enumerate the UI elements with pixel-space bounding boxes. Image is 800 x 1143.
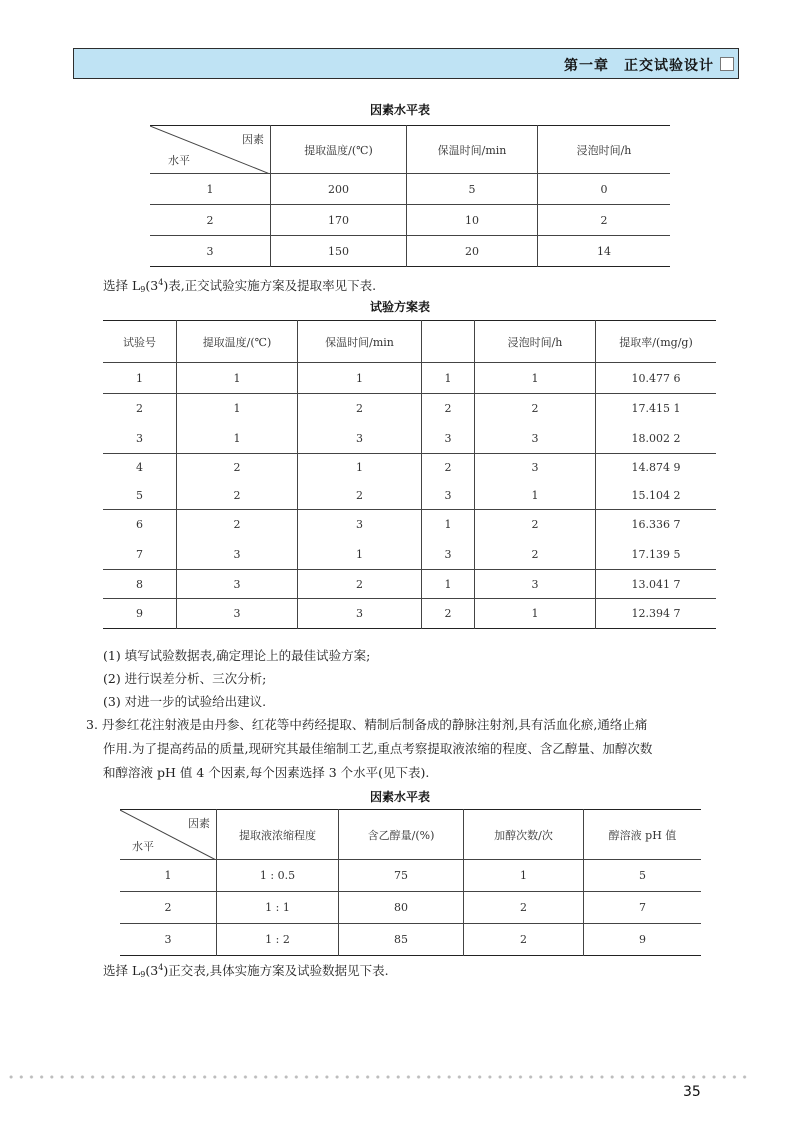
- table-cell: 2: [464, 924, 584, 956]
- table-cell: 6: [103, 510, 177, 540]
- table3-corner-factor: 因素: [188, 817, 210, 830]
- question-1: (1) 填写试验数据表,确定理论上的最佳试验方案;: [103, 648, 371, 663]
- table-cell: 1: [177, 363, 298, 394]
- table-cell: 1: [298, 454, 422, 482]
- table2-header-cell: 浸泡时间/h: [475, 321, 596, 363]
- table-cell: 9: [103, 599, 177, 629]
- table3-corner-level: 水平: [132, 840, 154, 853]
- table-cell: 8: [103, 570, 177, 599]
- table-row: [120, 860, 701, 892]
- table-cell: 1: [177, 394, 298, 424]
- table-cell: 2: [475, 394, 596, 424]
- chapter-header-band: [73, 48, 739, 79]
- table-cell: 5: [103, 482, 177, 510]
- table-cell: 1: [422, 570, 475, 599]
- table1-corner-factor: 因素: [242, 133, 264, 146]
- table-cell: 12.394 7: [631, 607, 681, 620]
- table-cell: 1: [150, 174, 271, 205]
- table-cell: 1: [298, 363, 422, 394]
- table3-header-cell: 提取液浓缩程度: [217, 810, 339, 860]
- table-cell: 2: [422, 599, 475, 629]
- table1-header-cell: 保温时间/min: [407, 126, 538, 174]
- table-cell: 20: [407, 236, 538, 267]
- table-cell: 1 : 1: [217, 892, 339, 924]
- table-cell: 4: [103, 454, 177, 482]
- table-cell: 16.336 7: [631, 518, 681, 532]
- table-row: [103, 510, 716, 540]
- table-row: [103, 363, 716, 394]
- table-row: [103, 394, 716, 424]
- table-cell: 2: [177, 454, 298, 482]
- table1-caption: 因素水平表: [369, 103, 430, 117]
- table-cell: 1: [120, 860, 217, 892]
- table-row: [103, 454, 716, 482]
- table-cell: 15.104 2: [631, 488, 681, 502]
- table1-header-cell: 提取温度/(℃): [271, 126, 407, 174]
- page-number: 35: [683, 1084, 701, 1100]
- table2-header-cell: 保温时间/min: [298, 321, 422, 363]
- table-cell: 1 : 0.5: [217, 860, 339, 892]
- table-cell: 17.139 5: [631, 547, 681, 561]
- table-cell: 2: [177, 510, 298, 540]
- table2-header-cell: 提取率/(mg/g): [619, 335, 693, 349]
- table-cell: 3: [298, 510, 422, 540]
- table-cell: 18.002 2: [631, 431, 681, 445]
- footer-dotted-rule: [6, 1075, 750, 1079]
- table-cell: 1: [475, 482, 596, 510]
- table-cell: 1: [298, 540, 422, 570]
- table-cell: 2: [103, 394, 177, 424]
- table-cell: 2: [298, 482, 422, 510]
- header-square-mark: [720, 57, 734, 71]
- table-cell: 5: [639, 869, 646, 882]
- table-cell: 5: [407, 174, 538, 205]
- table-row: [103, 482, 716, 510]
- table-cell: 200: [271, 174, 407, 205]
- table-cell: 3: [422, 482, 475, 510]
- table2-header-cell: [422, 321, 475, 363]
- table2-caption: 试验方案表: [369, 300, 430, 314]
- table-cell: 3: [298, 424, 422, 454]
- table-cell: 3: [422, 424, 475, 454]
- table-row: [103, 540, 716, 570]
- table-cell: 1: [464, 860, 584, 892]
- table-selection-note-2: 选择 $L_9(3^4)$正交表,具体实施方案及试验数据见下表.: [103, 963, 389, 979]
- table-row: [150, 205, 670, 236]
- table-row: [103, 424, 716, 454]
- table-cell: 170: [271, 205, 407, 236]
- table-cell: 3: [475, 454, 596, 482]
- table3-header-cell: 醇溶液 pH 值: [608, 828, 677, 842]
- table-cell: 75: [339, 860, 464, 892]
- experiment-plan-table: [103, 320, 716, 629]
- table-cell: 3: [150, 236, 271, 267]
- table-cell: 14: [597, 244, 611, 258]
- table-cell: 0: [600, 182, 608, 196]
- question-2: (2) 进行误差分析、三次分析;: [103, 671, 267, 686]
- chapter-title: 第一章 正交试验设计: [564, 58, 714, 74]
- table-cell: 1: [177, 424, 298, 454]
- table1-corner-level: 水平: [168, 154, 190, 167]
- table-row: [120, 924, 701, 956]
- table-cell: 2: [475, 510, 596, 540]
- table-cell: 3: [177, 570, 298, 599]
- table-cell: 3: [177, 599, 298, 629]
- table-cell: 9: [639, 933, 646, 946]
- factor-level-table-2: [120, 809, 701, 956]
- table-cell: 2: [120, 892, 217, 924]
- table3-header-cell: 加醇次数/次: [464, 810, 584, 860]
- table-cell: 80: [339, 892, 464, 924]
- table-cell: 10: [407, 205, 538, 236]
- table-cell: 2: [298, 570, 422, 599]
- table1-header-cell: 浸泡时间/h: [576, 143, 632, 157]
- table-cell: 1: [475, 599, 596, 629]
- table-cell: 2: [422, 394, 475, 424]
- table-cell: 2: [600, 213, 608, 227]
- table-cell: 3: [475, 570, 596, 599]
- table-cell: 2: [150, 205, 271, 236]
- table3-corner-cell: [120, 810, 217, 860]
- table-cell: 3: [103, 424, 177, 454]
- question-3: (3) 对进一步的试验给出建议.: [103, 694, 267, 709]
- factor-level-table-1: [150, 125, 670, 267]
- table-cell: 7: [639, 901, 646, 914]
- table3-caption: 因素水平表: [369, 790, 430, 804]
- table-cell: 1: [103, 363, 177, 394]
- table-cell: 1: [422, 363, 475, 394]
- table-cell: 85: [339, 924, 464, 956]
- table-cell: 150: [271, 236, 407, 267]
- table-cell: 7: [103, 540, 177, 570]
- table-cell: 3: [298, 599, 422, 629]
- problem3-line-1: 3. 丹参红花注射液是由丹参、红花等中药经提取、精制后制备成的静脉注射剂,具有活血化瘀,通络止痛: [86, 717, 648, 732]
- table-cell: 3: [120, 924, 217, 956]
- table-cell: 1 : 2: [217, 924, 339, 956]
- table-cell: 2: [464, 892, 584, 924]
- table-cell: 3: [177, 540, 298, 570]
- table-cell: 14.874 9: [631, 461, 681, 475]
- table-cell: 2: [177, 482, 298, 510]
- table-cell: 1: [422, 510, 475, 540]
- table2-header-cell: 提取温度/(℃): [177, 321, 298, 363]
- table-cell: 2: [422, 454, 475, 482]
- problem3-line-2: 作用.为了提高药品的质量,现研究其最佳缩制工艺,重点考察提取液浓缩的程度、含乙醇量、加醇次数: [103, 741, 653, 756]
- table-cell: 1: [475, 363, 596, 394]
- table-cell: 17.415 1: [631, 402, 681, 416]
- table2-header-cell: 试验号: [103, 321, 177, 363]
- table-row: [150, 236, 670, 267]
- table-row: [103, 570, 716, 599]
- table-cell: 2: [298, 394, 422, 424]
- table-cell: 2: [475, 540, 596, 570]
- table-row: [120, 892, 701, 924]
- table-cell: 10.477 6: [631, 371, 681, 385]
- table1-corner-cell: [150, 126, 271, 174]
- table-cell: 3: [475, 424, 596, 454]
- table-cell: 13.041 7: [631, 577, 681, 591]
- table3-header-cell: 含乙醇量/(%): [339, 810, 464, 860]
- table-cell: 3: [422, 540, 475, 570]
- table-row: [150, 174, 670, 205]
- table-selection-note-1: 选择 $L_9(3^4)$表,正交试验实施方案及提取率见下表.: [103, 278, 377, 294]
- problem3-line-3: 和醇溶液 pH 值 4 个因素,每个因素选择 3 个水平(见下表).: [103, 765, 430, 780]
- table-row: [103, 599, 716, 629]
